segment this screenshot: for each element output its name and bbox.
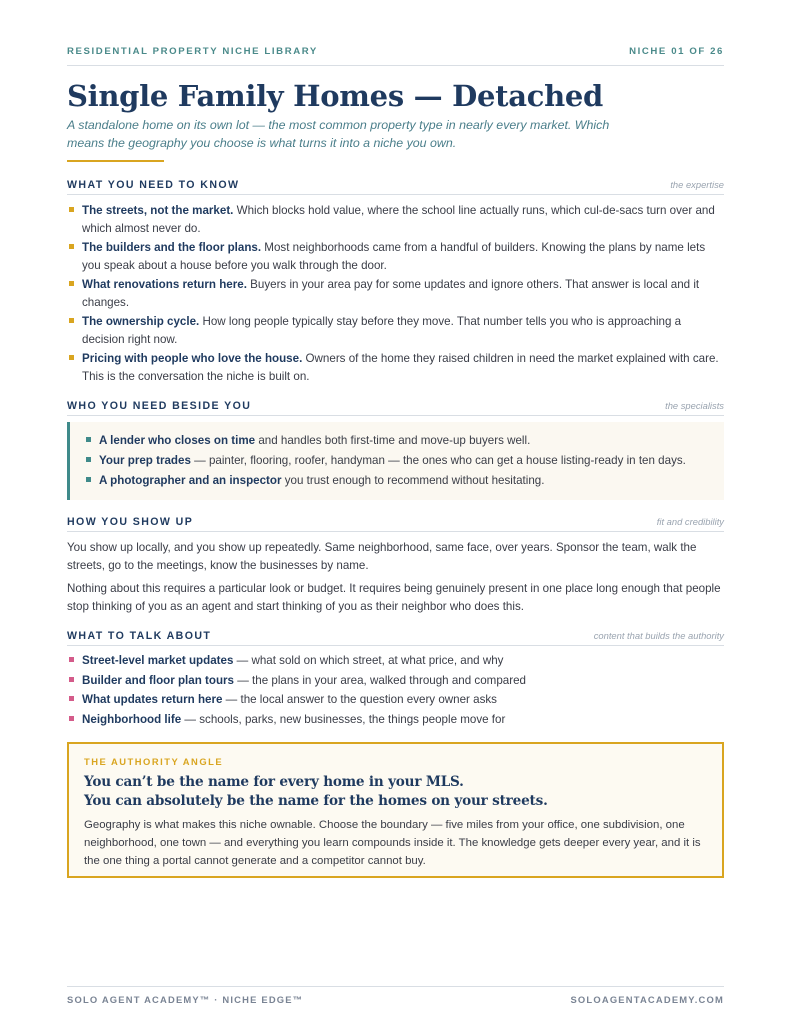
bullet-marker: [69, 696, 74, 701]
bullet-marker: [69, 318, 74, 323]
know-list: [67, 202, 724, 387]
list-item: [85, 432, 715, 449]
section-header-talk: [67, 630, 724, 646]
bullet-marker: [69, 677, 74, 682]
item-lead: Builder and floor plan tours: [82, 673, 235, 687]
section-note: the expertise: [670, 179, 724, 190]
section-note: the specialists: [665, 400, 724, 411]
item-text: you trust enough to recommend without hesitating.: [281, 474, 545, 487]
footer-brand: SOLO AGENT ACADEMY™ · NICHE EDGE™: [67, 994, 304, 1005]
item-lead: The streets, not the market.: [82, 204, 234, 217]
section-header-beside: [67, 400, 724, 416]
list-item: [67, 350, 724, 385]
authority-headline-1: You can’t be the name for every home in your MLS.: [84, 774, 464, 790]
list-item: [67, 313, 724, 348]
item-text: Which blocks hold value, where the school line actually runs, which cul-de-sacs turn over and which almost never do.: [82, 204, 715, 235]
bullet-marker: [69, 716, 74, 721]
section-heading: HOW YOU SHOW UP: [67, 516, 194, 528]
body-paragraph: You show up locally, and you show up repeatedly. Same neighborhood, same face, over years. Sponsor the team, walk the streets, go to the meetings, know the businesses by name.: [67, 541, 697, 572]
bullet-marker: [69, 657, 74, 662]
bullet-marker: [86, 477, 91, 482]
list-item: [67, 276, 724, 311]
running-header: [67, 46, 724, 66]
talk-list: [67, 652, 724, 730]
bullet-marker: [69, 355, 74, 360]
list-item: [67, 239, 724, 274]
list-item: [67, 672, 724, 690]
section-header-show: [67, 516, 724, 532]
item-lead: Neighborhood life: [82, 712, 182, 726]
document-page: [67, 0, 724, 1024]
bullet-marker: [86, 457, 91, 462]
bullet-marker: [69, 207, 74, 212]
item-text: — painter, flooring, roofer, handyman — the ones who can get a house listing-ready in ten days.: [190, 454, 686, 467]
bullet-marker: [86, 437, 91, 442]
list-item: [67, 202, 724, 237]
running-footer: [67, 986, 724, 1006]
authority-headline-2: You can absolutely be the name for the homes on your streets.: [84, 793, 548, 809]
item-lead: A lender who closes on time: [99, 434, 256, 447]
list-item: [67, 652, 724, 670]
specialists-box: [67, 422, 724, 500]
list-item: [85, 472, 715, 489]
item-lead: What renovations return here.: [82, 278, 247, 291]
section-note: content that builds the authority: [593, 630, 724, 641]
item-lead: Pricing with people who love the house.: [82, 352, 303, 365]
item-text: How long people typically stay before they move. That number tells you who is approaching a decision right now.: [82, 315, 682, 346]
bullet-marker: [69, 281, 74, 286]
item-text: Owners of the home they raised children in need the market explained with care. This is the conversation the niche is built on.: [82, 352, 719, 383]
body-paragraph: Nothing about this requires a particular look or budget. It requires being genuinely present in one place long enough that people stop thinking of you as an agent and start thinking of you as their neighbor who does this.: [67, 582, 721, 613]
item-text: and handles both first-time and move-up buyers well.: [255, 434, 531, 447]
section-heading: WHAT TO TALK ABOUT: [67, 630, 212, 642]
list-item: [67, 691, 724, 709]
bullet-marker: [69, 244, 74, 249]
section-note: fit and credibility: [656, 516, 724, 527]
item-text: — the plans in your area, walked through and compared: [234, 673, 526, 687]
title-accent-rule: [67, 160, 164, 162]
item-lead: Street-level market updates: [82, 654, 234, 667]
item-lead: A photographer and an inspector: [99, 474, 282, 487]
page-title: Single Family Homes — Detached: [67, 79, 603, 113]
library-label: RESIDENTIAL PROPERTY NICHE LIBRARY: [67, 46, 318, 57]
page-subtitle: A standalone home on its own lot — the most common property type in nearly every market. Which means the geography you choose is what turns it into a niche you own.: [67, 118, 610, 150]
item-lead: The ownership cycle.: [82, 315, 200, 328]
section-heading: WHO YOU NEED BESIDE YOU: [67, 400, 252, 412]
niche-index: NICHE 01 OF 26: [629, 46, 724, 57]
item-lead: The builders and the floor plans.: [82, 241, 262, 254]
item-text: — the local answer to the question every owner asks: [222, 693, 497, 706]
authority-body: Geography is what makes this niche ownable. Choose the boundary — five miles from your office, one subdivision, one neighborhood, one town — and everything you learn compounds inside it. The knowledge gets deeper every year, and it is the one thing a portal cannot generate and a competitor cannot buy.: [84, 819, 701, 867]
list-item: [67, 711, 724, 729]
list-item: [85, 452, 715, 469]
item-text: Buyers in your area pay for some updates and ignore others. That answer is local and it changes.: [82, 278, 700, 309]
authority-kicker: THE AUTHORITY ANGLE: [84, 756, 224, 767]
item-lead: Your prep trades: [99, 454, 191, 467]
footer-url: SOLOAGENTACADEMY.COM: [570, 994, 724, 1005]
section-header-know: [67, 179, 724, 195]
item-text: Most neighborhoods came from a handful of builders. Knowing the plans by name lets you speak about a house before you walk through the door.: [82, 241, 706, 272]
authority-callout: [67, 742, 724, 878]
specialists-list: [85, 432, 715, 492]
item-lead: What updates return here: [82, 693, 223, 706]
item-text: — schools, parks, new businesses, the things people move for: [181, 712, 506, 726]
item-text: — what sold on which street, at what price, and why: [233, 654, 504, 667]
section-heading: WHAT YOU NEED TO KNOW: [67, 179, 240, 191]
